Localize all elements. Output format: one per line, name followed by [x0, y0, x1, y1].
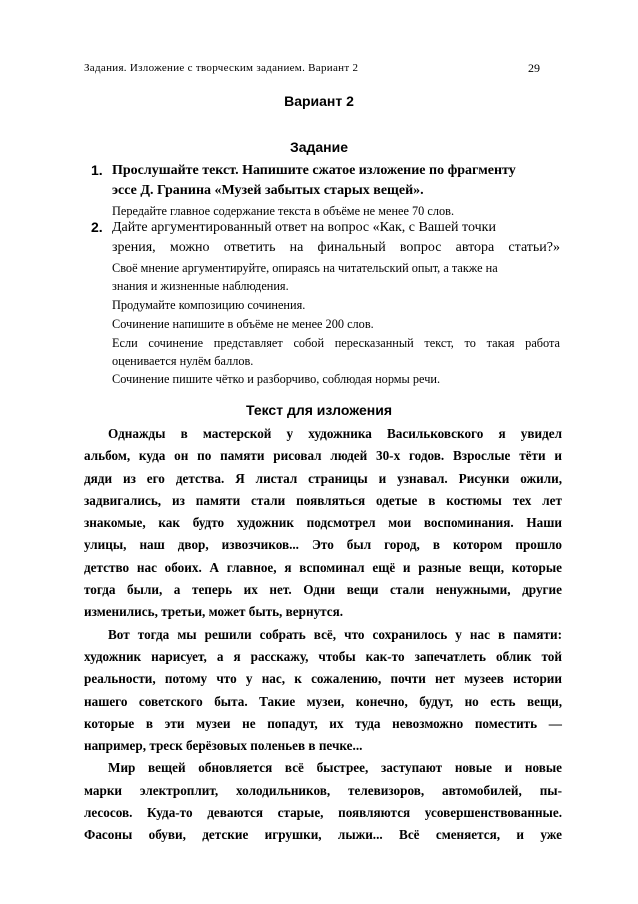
text-line: дяди из его детства. Я листал страницы и узнавал. Рисунки ожили, — [84, 470, 562, 486]
text-line: тогда были, а теперь их нет. Одни вещи стали ненужными, другие — [84, 582, 562, 598]
task-line: Передайте главное содержание текста в объёме не менее 70 слов. — [112, 204, 455, 218]
text-line: лесосов. Куда-то деваются старые, появляются усовершенствованные. — [84, 805, 562, 821]
dictation-text — [84, 423, 562, 847]
text-line: Вот тогда мы решили собрать всё, что сохранилось у нас в памяти: — [108, 626, 562, 642]
text-line: например, треск берёзовых поленьев в печке... — [84, 738, 363, 754]
task-line: Прослушайте текст. Напишите сжатое изложение по фрагменту — [112, 163, 516, 178]
text-line: художник нарисует, а я расскажу, чтобы как-то запечатлеть облик той — [84, 648, 562, 664]
text-line: знакомые, как будто художник подсмотрел мои воспоминания. Наши — [84, 515, 562, 531]
task-number: 2. — [91, 219, 103, 235]
text-line: альбом, куда он по памяти рисовал людей 30-х годов. Взрослые тёти и — [84, 448, 562, 464]
task-line: Сочинение пишите чётко и разборчиво, соблюдая нормы речи. — [112, 372, 441, 386]
task-line: Дайте аргументированный ответ на вопрос «Как, с Вашей точки — [112, 220, 496, 235]
text-line: которые в эти музеи не попадут, их туда невозможно поместить — — [84, 715, 562, 731]
task-line: зрения, можно ответить на финальный вопрос автора статьи?» — [112, 240, 560, 255]
text-line: Мир вещей обновляется всё быстрее, заступают новые и новые — [108, 760, 562, 776]
text-line: Фасоны обуви, детские игрушки, лыжи... Всё сменяется, и уже — [84, 827, 562, 843]
text-line: задвигались, из памяти стали появляться одетые в костюмы тех лет — [84, 492, 562, 508]
text-line: реальности, потому что у нас, к сожалению, почти нет музеев истории — [84, 671, 562, 687]
running-header — [84, 62, 562, 78]
task-line: эссе Д. Гранина «Музей забытых старых вещей». — [112, 183, 424, 198]
task-line: Продумайте композицию сочинения. — [112, 298, 306, 312]
text-line: Однажды в мастерской у художника Васильковского я увидел — [108, 426, 562, 441]
task-number: 1. — [91, 162, 103, 178]
variant-title: Вариант 2 — [284, 93, 354, 109]
text-line: улицы, наш двор, извозчиков... Это был город, в котором прошло — [84, 537, 562, 553]
page-number: 29 — [528, 61, 540, 75]
task-line: Своё мнение аргументируйте, опираясь на читательский опыт, а также на — [112, 261, 498, 275]
task-heading: Задание — [289, 139, 349, 155]
text-heading: Текст для изложения — [245, 402, 393, 418]
task-line: знания и жизненные наблюдения. — [112, 279, 289, 293]
text-line: изменились, третьи, может быть, вернутся. — [84, 604, 344, 620]
task-line: оценивается нулём баллов. — [112, 354, 254, 368]
running-title: Задания. Изложение с творческим заданием. Вариант 2 — [84, 62, 359, 74]
text-line: марки электроплит, холодильников, телевизоров, автомобилей, пы- — [84, 782, 562, 798]
task-line: Сочинение напишите в объёме не менее 200 слов. — [112, 317, 374, 331]
text-line: нашего советского быта. Такие музеи, конечно, будут, но есть вещи, — [84, 693, 562, 709]
text-line: детство нас обоих. А главное, я вспоминал ещё и разные вещи, которые — [84, 559, 562, 575]
task-line: Если сочинение представляет собой пересказанный текст, то такая работа — [112, 336, 560, 350]
